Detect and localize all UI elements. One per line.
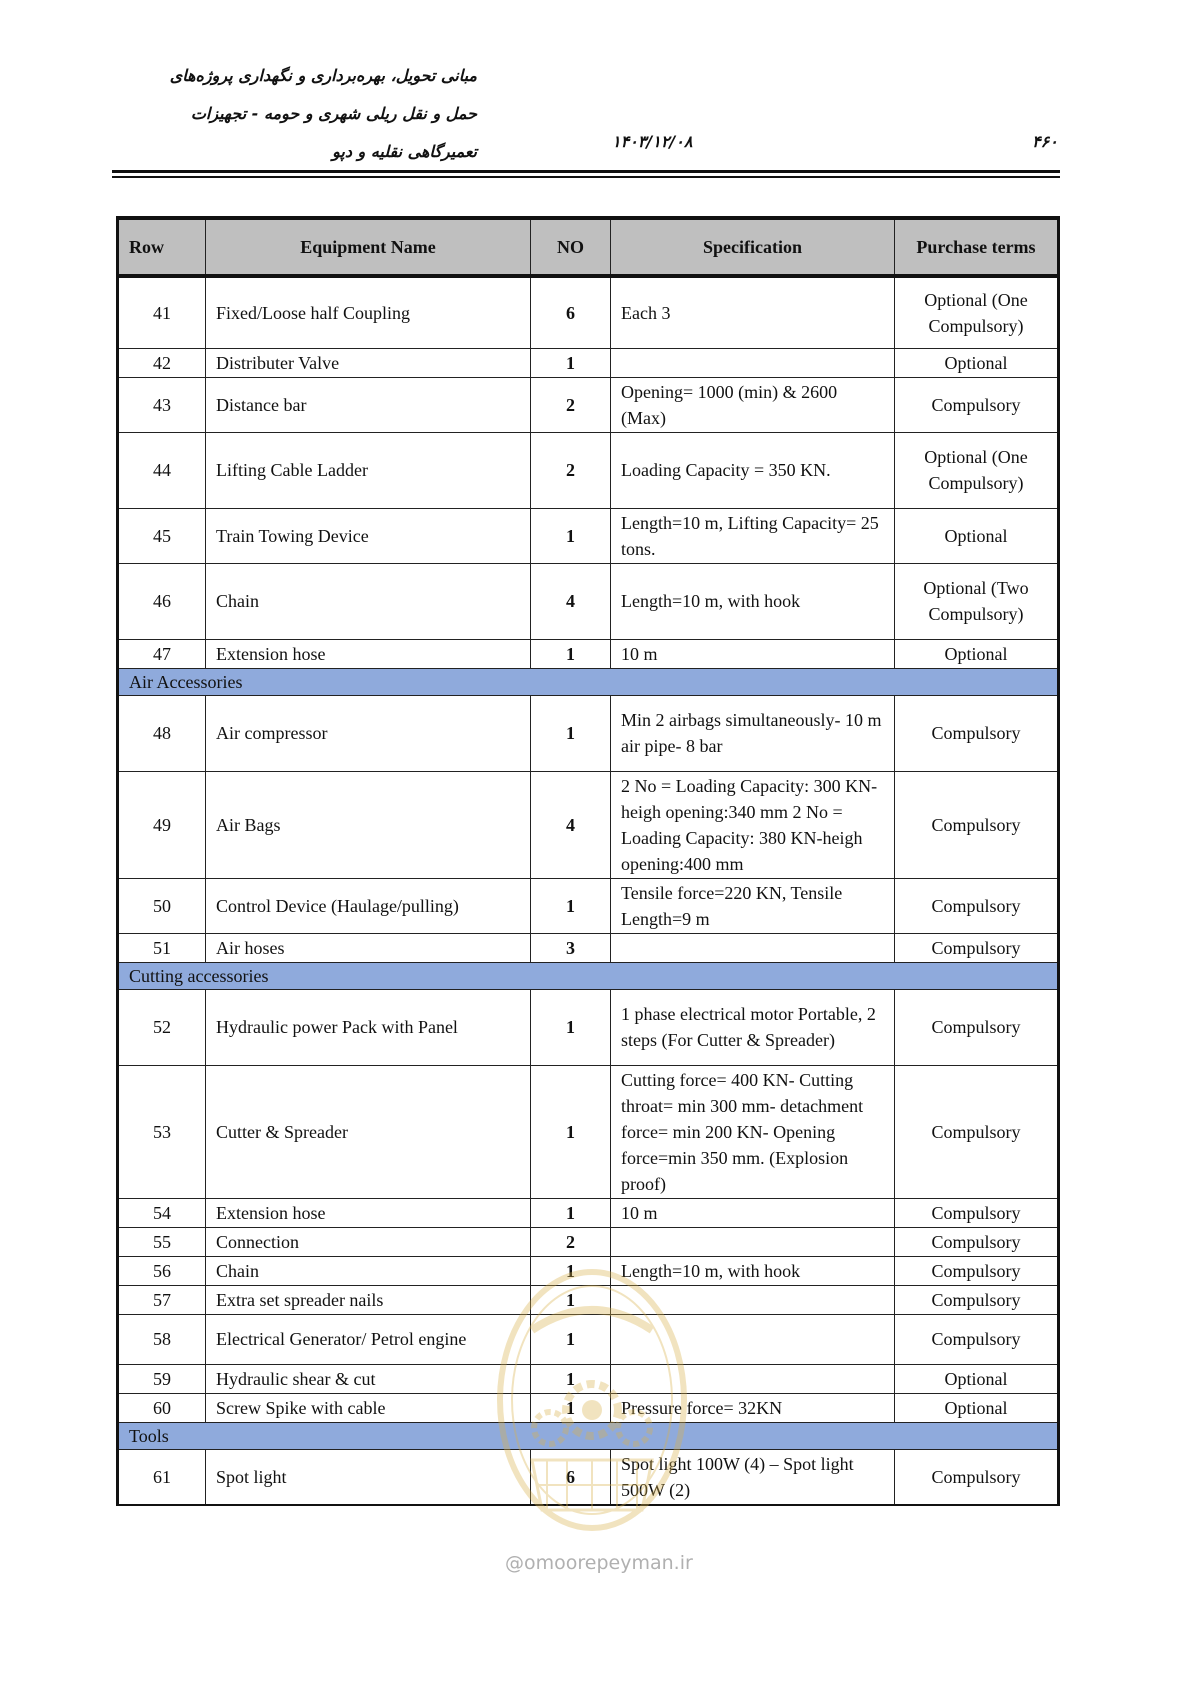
cell-equipment-name: Extension hose <box>206 1198 531 1227</box>
cell-purchase-terms: Compulsory <box>895 771 1059 878</box>
cell-purchase-terms: Compulsory <box>895 933 1059 962</box>
table-row <box>118 878 1059 933</box>
cell-quantity: 1 <box>531 1285 611 1314</box>
cell-specification: Length=10 m, Lifting Capacity= 25 tons. <box>611 508 895 563</box>
column-header-specification: Specification <box>611 218 895 276</box>
header-divider <box>112 170 1060 173</box>
cell-row-number: 54 <box>118 1198 206 1227</box>
cell-equipment-name: Control Device (Haulage/pulling) <box>206 878 531 933</box>
cell-quantity: 3 <box>531 933 611 962</box>
cell-quantity: 4 <box>531 771 611 878</box>
column-header-purchase-terms: Purchase terms <box>895 218 1059 276</box>
page-number: ۴۶۰ <box>1032 132 1058 151</box>
cell-purchase-terms: Compulsory <box>895 1449 1059 1505</box>
cell-quantity: 1 <box>531 1198 611 1227</box>
cell-equipment-name: Air hoses <box>206 933 531 962</box>
cell-equipment-name: Fixed/Loose half Coupling <box>206 276 531 348</box>
cell-quantity: 2 <box>531 377 611 432</box>
cell-row-number: 59 <box>118 1364 206 1393</box>
cell-equipment-name: Extension hose <box>206 639 531 668</box>
table-row <box>118 1065 1059 1198</box>
table-row <box>118 508 1059 563</box>
cell-specification: Min 2 airbags simultaneously- 10 m air pipe- 8 bar <box>611 695 895 771</box>
cell-row-number: 45 <box>118 508 206 563</box>
cell-specification: Opening= 1000 (min) & 2600 (Max) <box>611 377 895 432</box>
cell-equipment-name: Screw Spike with cable <box>206 1393 531 1422</box>
cell-row-number: 47 <box>118 639 206 668</box>
cell-quantity: 6 <box>531 1449 611 1505</box>
cell-equipment-name: Electrical Generator/ Petrol engine <box>206 1314 531 1364</box>
cell-row-number: 60 <box>118 1393 206 1422</box>
column-header-equipment-name: Equipment Name <box>206 218 531 276</box>
cell-quantity: 1 <box>531 639 611 668</box>
cell-row-number: 42 <box>118 348 206 377</box>
table-row <box>118 1227 1059 1256</box>
cell-specification: Spot light 100W (4) – Spot light 500W (2) <box>611 1449 895 1505</box>
cell-quantity: 1 <box>531 1364 611 1393</box>
cell-row-number: 61 <box>118 1449 206 1505</box>
cell-equipment-name: Train Towing Device <box>206 508 531 563</box>
cell-equipment-name: Lifting Cable Ladder <box>206 432 531 508</box>
cell-specification: Length=10 m, with hook <box>611 563 895 639</box>
cell-specification: Loading Capacity = 350 KN. <box>611 432 895 508</box>
cell-row-number: 48 <box>118 695 206 771</box>
table-row <box>118 377 1059 432</box>
cell-equipment-name: Distance bar <box>206 377 531 432</box>
cell-purchase-terms: Optional <box>895 639 1059 668</box>
cell-quantity: 1 <box>531 1065 611 1198</box>
cell-specification: 2 No = Loading Capacity: 300 KN-heigh opening:340 mm 2 No = Loading Capacity: 380 KN-heigh opening:400 mm <box>611 771 895 878</box>
cell-equipment-name: Air compressor <box>206 695 531 771</box>
cell-quantity: 1 <box>531 1393 611 1422</box>
cell-row-number: 51 <box>118 933 206 962</box>
cell-equipment-name: Hydraulic power Pack with Panel <box>206 989 531 1065</box>
cell-quantity: 2 <box>531 1227 611 1256</box>
cell-purchase-terms: Optional (One Compulsory) <box>895 432 1059 508</box>
cell-quantity: 1 <box>531 989 611 1065</box>
cell-equipment-name: Air Bags <box>206 771 531 878</box>
cell-equipment-name: Cutter & Spreader <box>206 1065 531 1198</box>
cell-specification <box>611 933 895 962</box>
cell-purchase-terms: Compulsory <box>895 989 1059 1065</box>
section-row <box>118 668 1059 695</box>
table-row <box>118 348 1059 377</box>
section-label: Air Accessories <box>118 668 1059 695</box>
cell-row-number: 49 <box>118 771 206 878</box>
cell-purchase-terms: Optional (Two Compulsory) <box>895 563 1059 639</box>
cell-purchase-terms: Compulsory <box>895 1285 1059 1314</box>
cell-row-number: 58 <box>118 1314 206 1364</box>
cell-quantity: 1 <box>531 348 611 377</box>
table-row <box>118 1198 1059 1227</box>
cell-purchase-terms: Compulsory <box>895 1256 1059 1285</box>
cell-purchase-terms: Optional <box>895 1393 1059 1422</box>
cell-equipment-name: Chain <box>206 563 531 639</box>
table-header-row <box>118 218 1059 276</box>
cell-specification: Length=10 m, with hook <box>611 1256 895 1285</box>
watermark-site-text <box>505 1552 693 1574</box>
table-row <box>118 639 1059 668</box>
cell-quantity: 1 <box>531 695 611 771</box>
cell-row-number: 43 <box>118 377 206 432</box>
header-date: ۱۴۰۳/۱۲/۰۸ <box>612 132 693 151</box>
cell-row-number: 55 <box>118 1227 206 1256</box>
table-row <box>118 771 1059 878</box>
cell-row-number: 46 <box>118 563 206 639</box>
table-row <box>118 276 1059 348</box>
cell-equipment-name: Hydraulic shear & cut <box>206 1364 531 1393</box>
header-title-line-3: تعمیرگاهی نقلیه و دپو <box>332 142 477 161</box>
cell-specification: Pressure force= 32KN <box>611 1393 895 1422</box>
cell-row-number: 53 <box>118 1065 206 1198</box>
cell-row-number: 57 <box>118 1285 206 1314</box>
table-row <box>118 432 1059 508</box>
cell-specification: 10 m <box>611 1198 895 1227</box>
cell-specification: Tensile force=220 KN, Tensile Length=9 m <box>611 878 895 933</box>
cell-specification: Cutting force= 400 KN- Cutting throat= min 300 mm- detachment force= min 200 KN- Opening force=min 350 mm. (Explosion proof) <box>611 1065 895 1198</box>
at-sign-icon: @ <box>505 1552 524 1574</box>
header-title-line-1: مبانی تحویل، بهره‌برداری و نگهداری پروژه‌های <box>169 66 477 85</box>
section-row <box>118 962 1059 989</box>
cell-row-number: 44 <box>118 432 206 508</box>
cell-row-number: 52 <box>118 989 206 1065</box>
section-label: Tools <box>118 1422 1059 1449</box>
cell-quantity: 1 <box>531 1314 611 1364</box>
cell-equipment-name: Spot light <box>206 1449 531 1505</box>
cell-quantity: 4 <box>531 563 611 639</box>
cell-quantity: 2 <box>531 432 611 508</box>
cell-equipment-name: Distributer Valve <box>206 348 531 377</box>
cell-equipment-name: Extra set spreader nails <box>206 1285 531 1314</box>
cell-quantity: 6 <box>531 276 611 348</box>
cell-purchase-terms: Compulsory <box>895 1314 1059 1364</box>
cell-purchase-terms: Compulsory <box>895 695 1059 771</box>
column-header-no: NO <box>531 218 611 276</box>
cell-equipment-name: Connection <box>206 1227 531 1256</box>
header-title-line-2: حمل و نقل ریلی شهری و حومه - تجهیزات <box>190 104 477 123</box>
cell-row-number: 50 <box>118 878 206 933</box>
section-label: Cutting accessories <box>118 962 1059 989</box>
cell-purchase-terms: Compulsory <box>895 1227 1059 1256</box>
column-header-row: Row <box>118 218 206 276</box>
cell-specification <box>611 348 895 377</box>
cell-purchase-terms: Optional (One Compulsory) <box>895 276 1059 348</box>
cell-purchase-terms: Optional <box>895 348 1059 377</box>
cell-purchase-terms: Compulsory <box>895 878 1059 933</box>
header-divider-secondary <box>112 176 1060 178</box>
watermark-site: omoorepeyman.ir <box>524 1552 693 1574</box>
cell-specification: 10 m <box>611 639 895 668</box>
cell-equipment-name: Chain <box>206 1256 531 1285</box>
cell-specification <box>611 1227 895 1256</box>
cell-quantity: 1 <box>531 1256 611 1285</box>
table-row <box>118 933 1059 962</box>
cell-row-number: 56 <box>118 1256 206 1285</box>
table-row <box>118 695 1059 771</box>
cell-purchase-terms: Optional <box>895 508 1059 563</box>
cell-purchase-terms: Optional <box>895 1364 1059 1393</box>
cell-purchase-terms: Compulsory <box>895 1065 1059 1198</box>
cell-specification: Each 3 <box>611 276 895 348</box>
cell-quantity: 1 <box>531 508 611 563</box>
cell-purchase-terms: Compulsory <box>895 377 1059 432</box>
watermark-logo <box>492 1260 692 1570</box>
cell-specification: 1 phase electrical motor Portable, 2 steps (For Cutter & Spreader) <box>611 989 895 1065</box>
cell-quantity: 1 <box>531 878 611 933</box>
cell-row-number: 41 <box>118 276 206 348</box>
cell-purchase-terms: Compulsory <box>895 1198 1059 1227</box>
table-row <box>118 989 1059 1065</box>
table-row <box>118 563 1059 639</box>
